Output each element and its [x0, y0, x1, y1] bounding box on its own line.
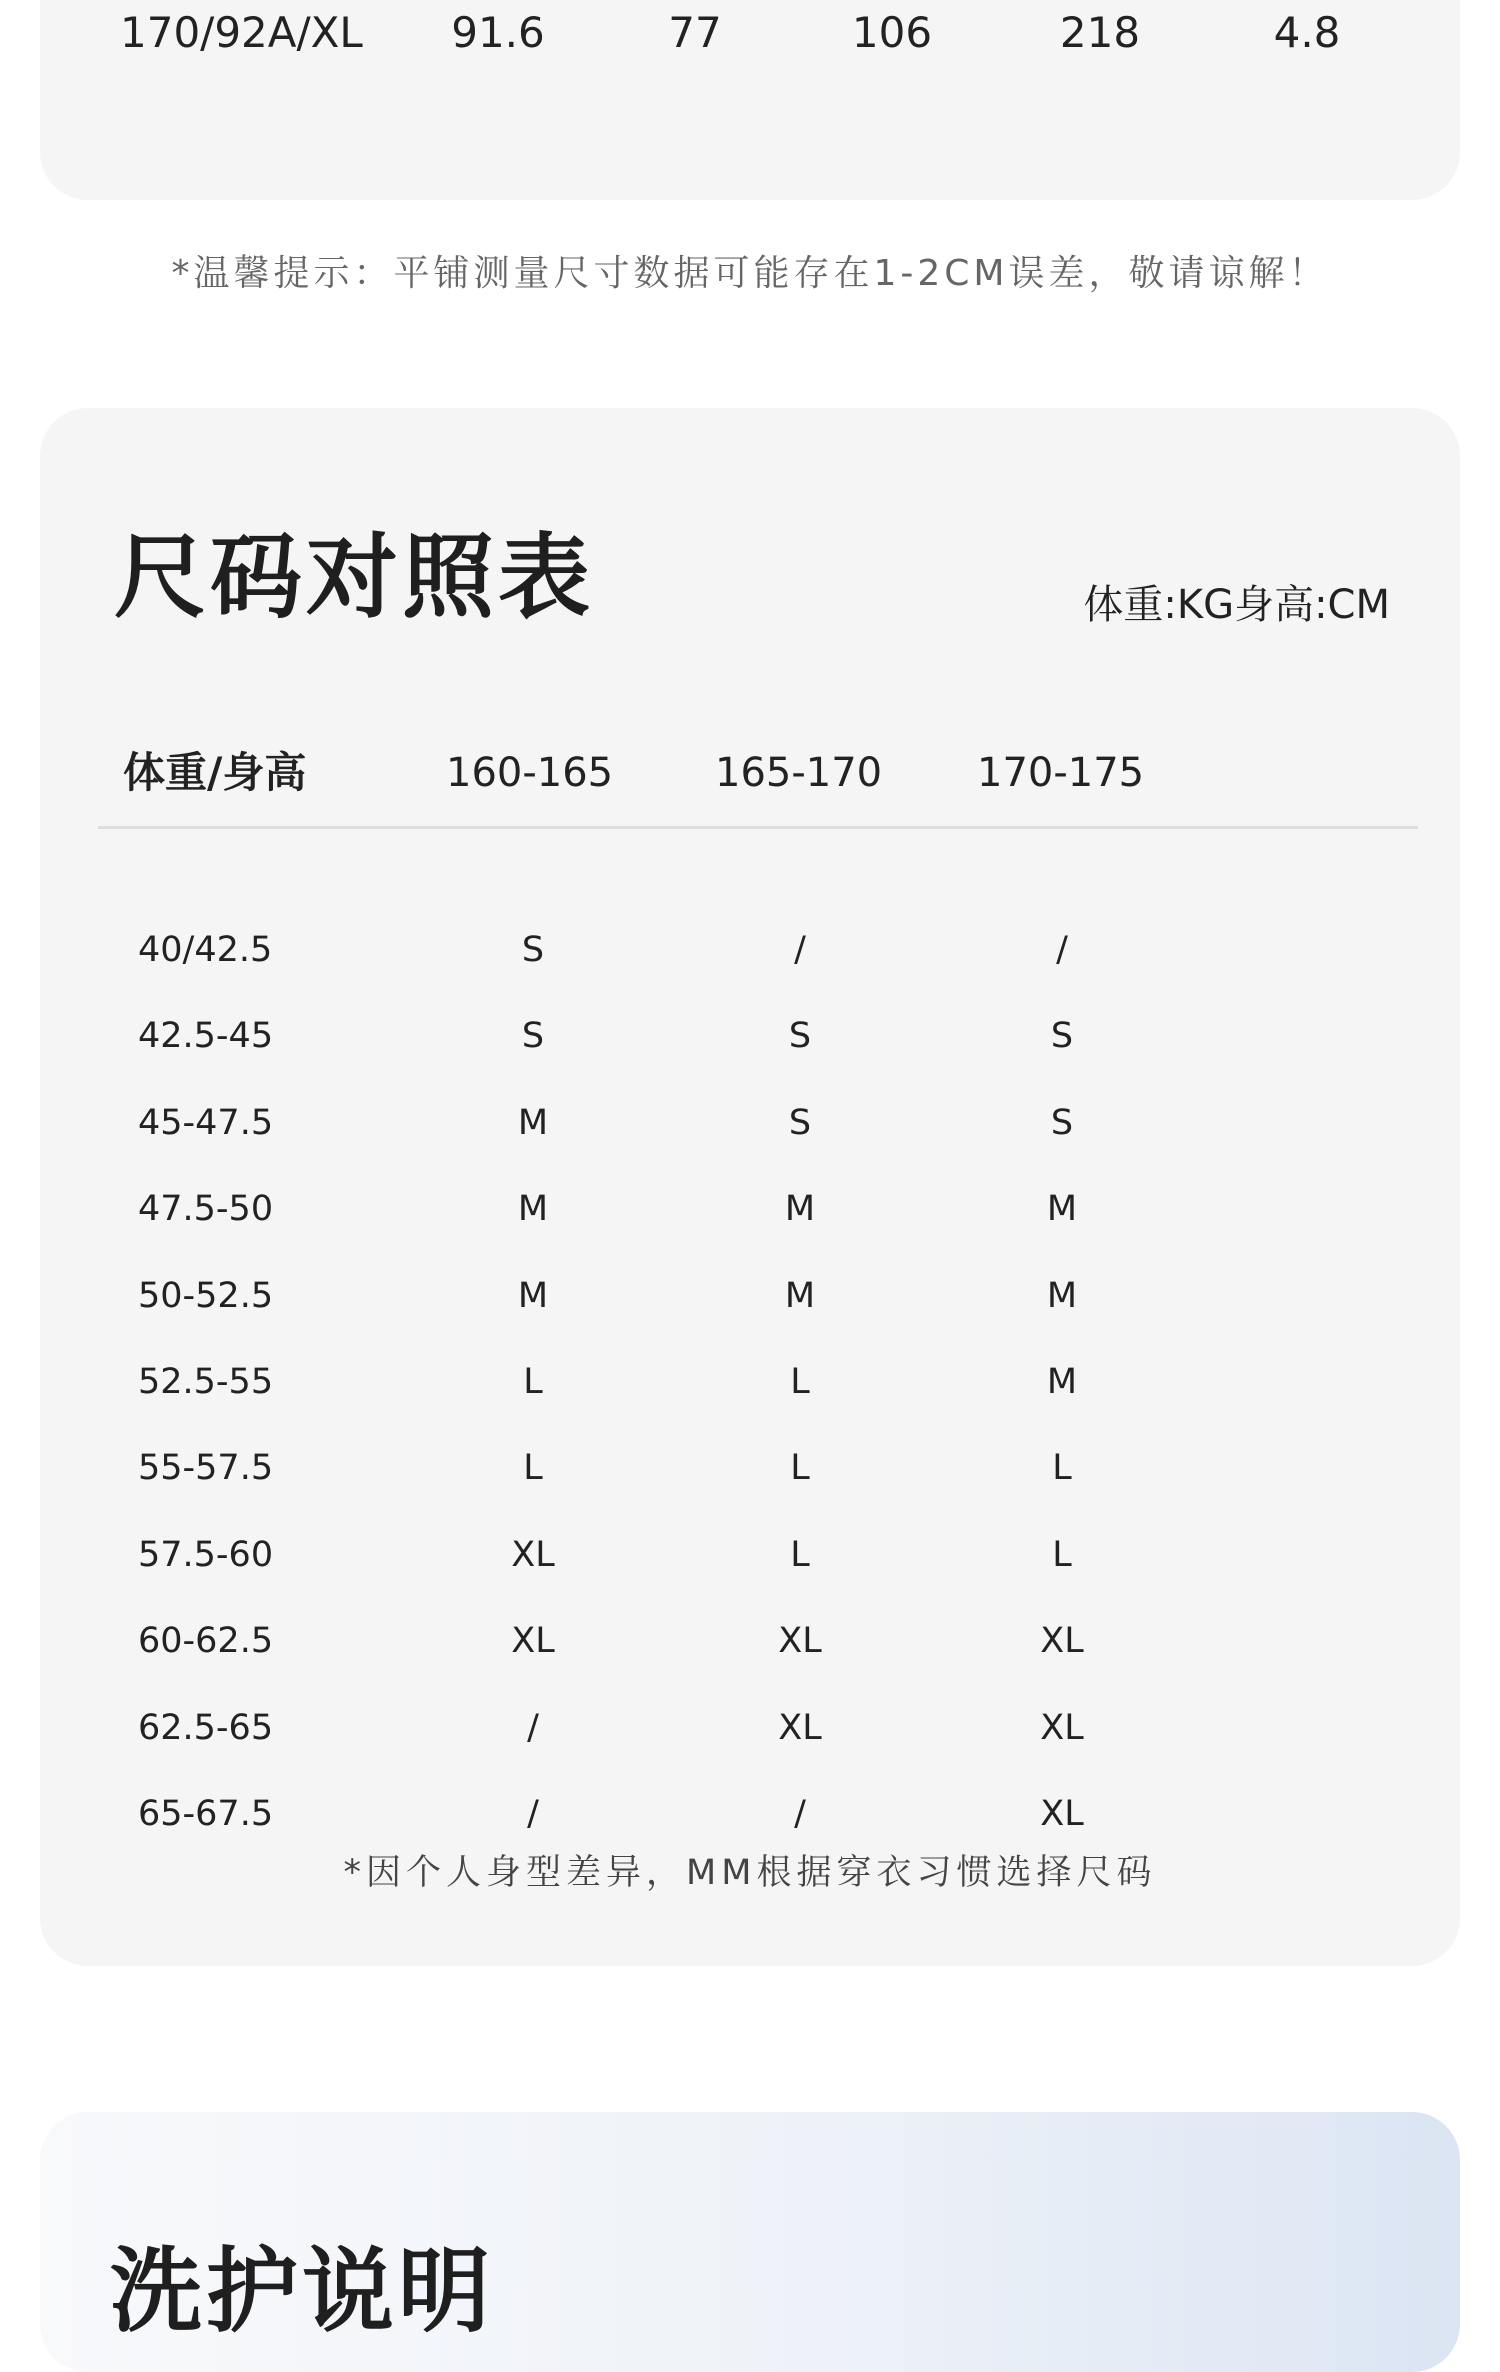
table-row: [40, 1525, 1460, 1585]
unit-label: 体重:KG身高:CM: [1083, 582, 1390, 628]
measurement-cell: 106: [851, 8, 933, 57]
measurement-table-card: [40, 0, 1460, 200]
weight-range-cell: 45-47.5: [138, 1102, 274, 1143]
size-cell: S: [521, 1016, 545, 1057]
size-cell: /: [527, 1794, 539, 1834]
size-cell: M: [784, 1189, 816, 1230]
size-cell: S: [521, 930, 545, 970]
size-cell: M: [1046, 1275, 1078, 1316]
size-cell: XL: [778, 1707, 822, 1748]
care-instructions-card: [40, 2112, 1460, 2372]
size-cell: M: [1046, 1189, 1078, 1230]
size-cell: XL: [1040, 1794, 1084, 1834]
size-cell: M: [784, 1275, 816, 1316]
size-cell: L: [523, 1448, 543, 1489]
table-row: [40, 1698, 1460, 1758]
size-cell: L: [790, 1534, 810, 1575]
size-cell: XL: [778, 1621, 822, 1662]
size-cell: S: [1050, 1016, 1074, 1057]
measurement-row: [40, 0, 1460, 68]
size-cell: M: [517, 1189, 549, 1230]
care-title: 洗护说明: [110, 2238, 495, 2345]
size-cell: XL: [1040, 1621, 1084, 1662]
weight-range-cell: 65-67.5: [138, 1794, 274, 1834]
weight-range-cell: 62.5-65: [138, 1707, 274, 1748]
size-cell: /: [794, 930, 806, 970]
weight-range-cell: 50-52.5: [138, 1275, 274, 1316]
table-row: [40, 1266, 1460, 1326]
measurement-tip: *温馨提示：平铺测量尺寸数据可能存在1-2CM误差，敬请谅解！: [171, 253, 1329, 294]
weight-range-cell: 40/42.5: [138, 930, 273, 970]
table-row: [40, 1093, 1460, 1153]
weight-range-cell: 60-62.5: [138, 1621, 274, 1662]
weight-range-cell: 47.5-50: [138, 1189, 274, 1230]
table-row: [40, 1179, 1460, 1239]
header-cell: 体重/身高: [123, 748, 307, 797]
header-cell: 170-175: [977, 750, 1145, 796]
weight-range-cell: 55-57.5: [138, 1448, 274, 1489]
size-cell: S: [788, 1016, 812, 1057]
size-chart-title: 尺码对照表: [114, 524, 595, 631]
measurement-cell: 77: [668, 8, 722, 57]
weight-range-cell: 42.5-45: [138, 1016, 274, 1057]
measurement-cell: 170/92A/XL: [120, 8, 363, 57]
size-chart-card: [40, 408, 1460, 1966]
size-cell: M: [517, 1102, 549, 1143]
size-cell: /: [794, 1794, 806, 1834]
size-cell: L: [790, 1362, 810, 1402]
header-cell: 160-165: [446, 750, 614, 796]
weight-range-cell: 52.5-55: [138, 1362, 274, 1402]
table-row: [40, 1352, 1460, 1412]
size-cell: L: [523, 1362, 543, 1402]
size-cell: S: [1050, 1102, 1074, 1143]
size-cell: XL: [511, 1534, 555, 1575]
table-row: [40, 1784, 1460, 1844]
size-cell: M: [517, 1275, 549, 1316]
table-row: [40, 1611, 1460, 1671]
measurement-cell: 91.6: [451, 8, 545, 57]
size-cell: S: [788, 1102, 812, 1143]
size-chart-note: *因个人身型差异，MM根据穿衣习惯选择尺码: [343, 1853, 1157, 1893]
size-cell: L: [1052, 1534, 1072, 1575]
table-row: [40, 920, 1460, 980]
measurement-cell: 218: [1059, 8, 1141, 57]
size-cell: L: [790, 1448, 810, 1489]
size-cell: /: [527, 1707, 539, 1748]
size-chart-header: [40, 738, 1460, 808]
size-cell: XL: [1040, 1707, 1084, 1748]
header-divider: [98, 826, 1418, 829]
size-cell: M: [1046, 1362, 1078, 1402]
weight-range-cell: 57.5-60: [138, 1534, 274, 1575]
size-cell: XL: [511, 1621, 555, 1662]
measurement-cell: 4.8: [1273, 8, 1341, 57]
size-cell: /: [1056, 930, 1068, 970]
size-cell: L: [1052, 1448, 1072, 1489]
header-cell: 165-170: [715, 750, 883, 796]
table-row: [40, 1006, 1460, 1066]
table-row: [40, 1438, 1460, 1498]
